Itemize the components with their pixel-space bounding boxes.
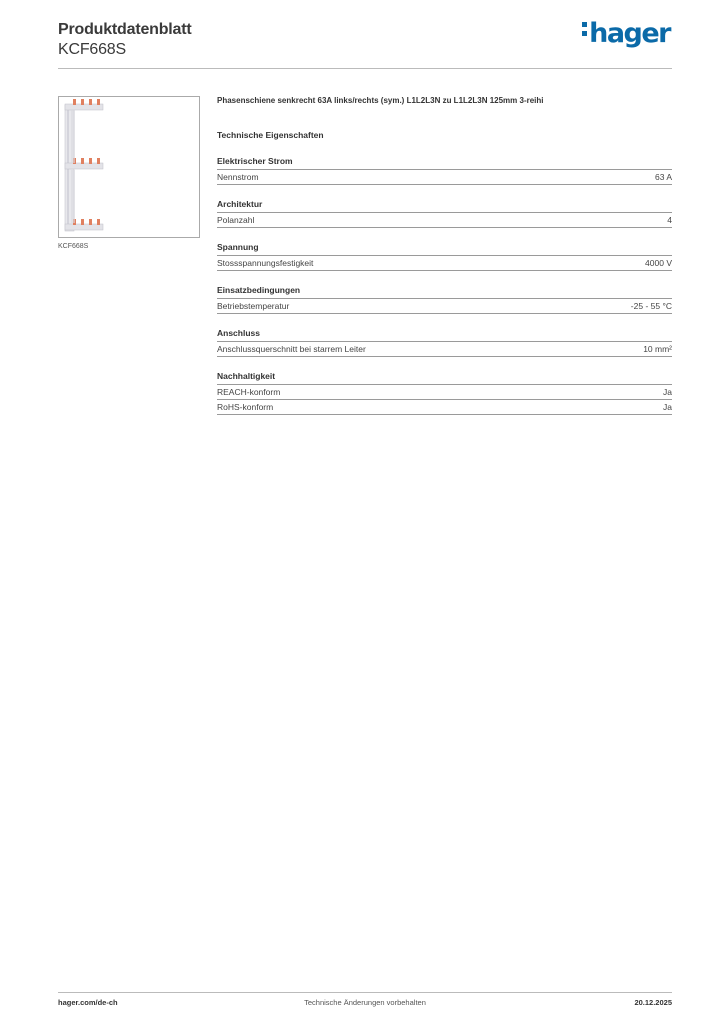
spec-group-title: Elektrischer Strom [217,155,672,170]
spec-value: 4000 V [645,258,672,268]
spec-group [217,155,672,185]
spec-group [217,241,672,271]
spec-row [217,400,672,415]
busbar-image-icon [59,97,199,237]
spec-value: Ja [663,387,672,397]
spec-group-title: Spannung [217,241,672,256]
product-description: Phasenschiene senkrecht 63A links/rechts (sym.) L1L2L3N zu L1L2L3N 125mm 3-reihi [217,96,544,105]
header-divider [58,68,672,69]
spec-group-title: Einsatzbedingungen [217,284,672,299]
spec-group-title: Architektur [217,198,672,213]
spec-row [217,385,672,400]
spec-group [217,370,672,415]
product-code: KCF668S [58,41,126,58]
spec-group-title: Nachhaltigkeit [217,370,672,385]
spec-row [217,170,672,185]
page-header [58,20,672,60]
spec-value: -25 - 55 °C [630,301,672,311]
spec-row [217,299,672,314]
spec-row [217,256,672,271]
spec-group [217,327,672,357]
spec-row [217,342,672,357]
page-footer [58,998,672,1010]
footer-divider [58,992,672,993]
section-title: Technische Eigenschaften [217,130,324,140]
spec-label: RoHS-konform [217,402,274,412]
spec-value: 4 [667,215,672,225]
spec-value: Ja [663,402,672,412]
footer-notice: Technische Änderungen vorbehalten [304,998,426,1007]
spec-row [217,213,672,228]
spec-label: Stossspannungsfestigkeit [217,258,314,268]
product-image [58,96,200,238]
spec-label: Polanzahl [217,215,255,225]
page-title: Produktdatenblatt [58,21,192,38]
footer-date: 20.12.2025 [634,998,672,1007]
spec-label: Nennstrom [217,172,259,182]
spec-value: 63 A [654,172,672,182]
hager-logo: hager [582,20,670,48]
spec-label: Anschlussquerschnitt bei starrem Leiter [217,344,366,354]
spec-group [217,284,672,314]
footer-website-link[interactable]: hager.com/de-ch [58,998,118,1007]
spec-content [217,95,672,415]
spec-group-title: Anschluss [217,327,672,342]
image-caption: KCF668S [58,243,89,250]
spec-value: 10 mm² [643,344,672,354]
spec-label: REACH-konform [217,387,281,397]
spec-group [217,198,672,228]
logo-colon-icon [582,18,589,40]
spec-label: Betriebstemperatur [217,301,290,311]
